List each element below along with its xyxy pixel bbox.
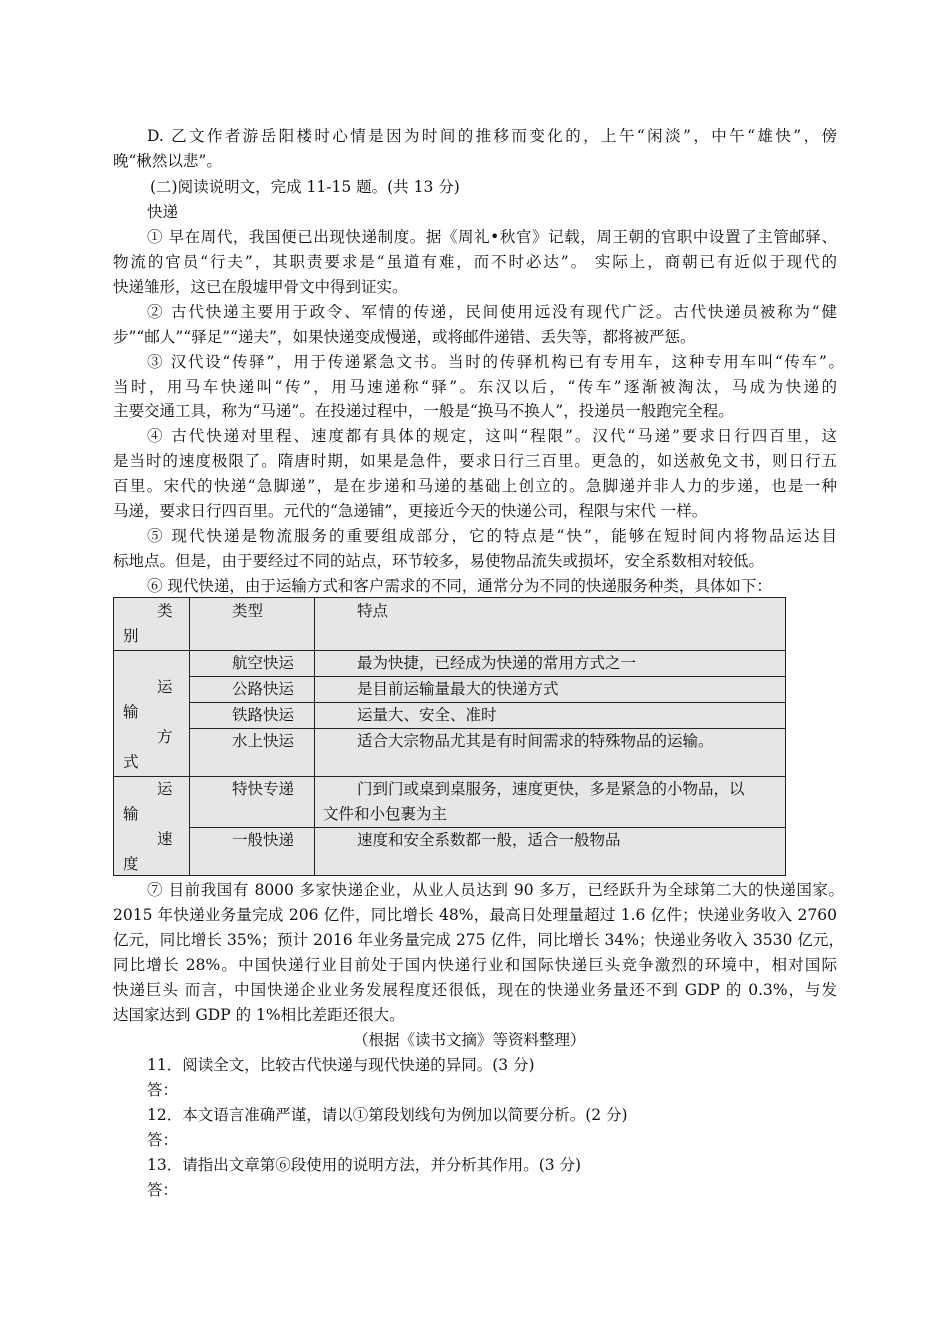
type-label: 特快专递: [232, 780, 295, 798]
paragraph-3-line: 当时，用马车快递叫“传”，用马速递称“驿”。东汉以后，“传车”逐渐被淘汰，马成为快递的: [113, 378, 837, 396]
group-char: 运: [157, 780, 173, 798]
table-row: [114, 729, 786, 777]
answer-label-13: 答：: [147, 1181, 179, 1199]
question-12: 12．本文语言准确严谨，请以①第段划线句为例加以简要分析。(2 分): [147, 1106, 628, 1124]
table-row: [114, 777, 786, 828]
feature-label: 门到门或桌到桌服务，速度更快，多是紧急的小物品，以: [357, 780, 745, 798]
paragraph-4-line: 百里。宋代的快递“急脚递”，是在步递和马递的基础上创立的。急脚递并非人力的步递，也是一种: [113, 477, 837, 495]
group-transport-mode-cell: [114, 651, 190, 777]
section-heading: (二)阅读说明文，完成 11-15 题。(共 13 分): [150, 178, 460, 196]
paragraph-1-line: ① 早在周代，我国便已出现快递制度。据《周礼•秋官》记载，周王朝的官职中设置了主管邮驿、: [147, 228, 837, 246]
table-row: [114, 677, 786, 703]
paragraph-5-line: 标地点。但是，由于要经过不同的站点，环节较多，易使物品流失或损坏，安全系数相对较低。: [113, 552, 765, 570]
table-row: [114, 651, 786, 677]
feature-cell: [315, 703, 786, 729]
paragraph-7-line: 同比增长 28%。中国快递行业目前处于国内快递行业和国际快递巨头竞争激烈的环境中，相对国际: [113, 956, 837, 974]
paragraph-5-line: ⑤ 现代快递是物流服务的重要组成部分，它的特点是“快”，能够在短时间内将物品运达目: [147, 527, 837, 545]
type-label: 一般快递: [232, 831, 295, 849]
question-d-line-1: D. 乙文作者游岳阳楼时心情是因为时间的推移而变化的，上午“闲淡”，中午“雄快”，傍: [147, 127, 837, 145]
type-label: 公路快运: [232, 680, 295, 698]
question-13: 13．请指出文章第⑥段使用的说明方法，并分析其作用。(3 分): [147, 1156, 582, 1174]
paragraph-3-line: ③ 汉代设“传驿”，用于传递紧急文书。当时的传驿机构已有专用车，这种专用车叫“传车”。: [147, 353, 844, 371]
type-cell: [190, 651, 315, 677]
answer-label-11: 答：: [147, 1081, 179, 1099]
paragraph-4-line: 马递，要求日行四百里。元代的“急递铺”，更接近今天的快递公司，程限与宋代 一样。: [113, 502, 708, 520]
type-cell: [190, 729, 315, 777]
group-transport-speed-cell: [114, 777, 190, 876]
question-11: 11．阅读全文，比较古代快递与现代快递的异同。(3 分): [147, 1056, 535, 1074]
type-cell: [190, 677, 315, 703]
type-label: 航空快运: [232, 654, 295, 672]
type-cell: [190, 828, 315, 876]
paragraph-1-line: 快递雏形，这已在殷墟甲骨文中得到证实。: [113, 278, 408, 296]
table-row: [114, 703, 786, 729]
source-note: （根据《读书文摘》等资料整理）: [353, 1031, 586, 1049]
feature-cell: [315, 651, 786, 677]
paragraph-7-line: 快递巨头 而言，中国快递企业业务发展程度还很低，现在的快递业务量还不到 GDP 的 0.3%，与发: [113, 981, 837, 999]
header-category-char: 别: [123, 627, 139, 645]
feature-cell: [315, 828, 786, 876]
paragraph-7-line: 亿元，同比增长 35%；预计 2016 年业务量完成 275 亿件，同比增长 34%；快递业务收入 3530 亿元，: [113, 931, 844, 949]
paragraph-7-line: 2015 年快递业务量完成 206 亿件，同比增长 48%，最高日处理量超过 1.6 亿件；快递业务收入 2760: [113, 906, 837, 924]
group-char: 速: [157, 830, 173, 848]
group-char: 运: [157, 678, 173, 696]
feature-cell: [315, 777, 786, 828]
header-type-label: 类型: [232, 602, 264, 620]
group-char: 度: [123, 855, 139, 873]
paragraph-1-line: 物流的官员“行夫”，其职责要求是“虽道有难，而不时必达”。 实际上，商朝已有近似于现代的: [113, 253, 837, 271]
paragraph-4-line: ④ 古代快递对里程、速度都有具体的规定，这叫“程限”。汉代“马递”要求日行四百里，这: [147, 427, 837, 445]
question-d-line-2: 晚“楸然以悲”。: [113, 152, 222, 170]
type-cell: [190, 703, 315, 729]
header-feature-cell: [315, 598, 786, 651]
feature-label: 文件和小包裹为主: [323, 805, 448, 823]
paragraph-2-line: ② 古代快递主要用于政令、军情的传递，民间使用远没有现代广泛。古代快递员被称为“健: [147, 303, 837, 321]
feature-label: 速度和安全系数都一般，适合一般物品: [357, 831, 621, 849]
group-char: 输: [123, 805, 139, 823]
type-label: 铁路快运: [232, 706, 295, 724]
feature-cell: [315, 729, 786, 777]
group-char: 式: [123, 753, 139, 771]
type-cell: [190, 777, 315, 828]
table-header-row: [114, 598, 786, 651]
header-type-cell: [190, 598, 315, 651]
feature-label: 是目前运输量最大的快递方式: [357, 680, 559, 698]
paragraph-2-line: 步”“邮人”“驿足”“递夫”，如果快递变成慢递，或将邮件递错、丢失等，都将被严惩。: [113, 328, 696, 346]
article-title: 快递: [147, 203, 179, 221]
feature-cell: [315, 677, 786, 703]
table-row: [114, 828, 786, 876]
feature-label: 适合大宗物品尤其是有时间需求的特殊物品的运输。: [357, 732, 714, 750]
feature-label: 最为快捷，已经成为快递的常用方式之一: [357, 654, 637, 672]
paragraph-4-line: 是当时的速度极限了。隋唐时期，如果是急件，要求日行三百里。更急的，如送赦免文书，则日行五: [113, 452, 837, 470]
group-char: 方: [157, 728, 173, 746]
express-types-table: [113, 597, 786, 876]
group-char: 输: [123, 703, 139, 721]
feature-label: 运量大、安全、准时: [357, 706, 497, 724]
paragraph-7-line: ⑦ 目前我国有 8000 多家快递企业，从业人员达到 90 多万，已经跃升为全球第二大的快递国家。: [147, 881, 844, 899]
type-label: 水上快运: [232, 732, 295, 750]
header-category-char: 类: [157, 602, 173, 620]
paragraph-6-line: ⑥ 现代快递，由于运输方式和客户需求的不同，通常分为不同的快递服务种类，具体如下：: [147, 577, 772, 595]
answer-label-12: 答：: [147, 1131, 179, 1149]
header-category-cell: [114, 598, 190, 651]
paragraph-7-line: 达国家达到 GDP 的 1%相比差距还很大。: [113, 1006, 405, 1024]
paragraph-3-line: 主要交通工具，称为“马递”。在投递过程中，一般是“换马不换人”，投递员一般跑完全程。: [113, 402, 734, 420]
header-feature-label: 特点: [357, 602, 389, 620]
